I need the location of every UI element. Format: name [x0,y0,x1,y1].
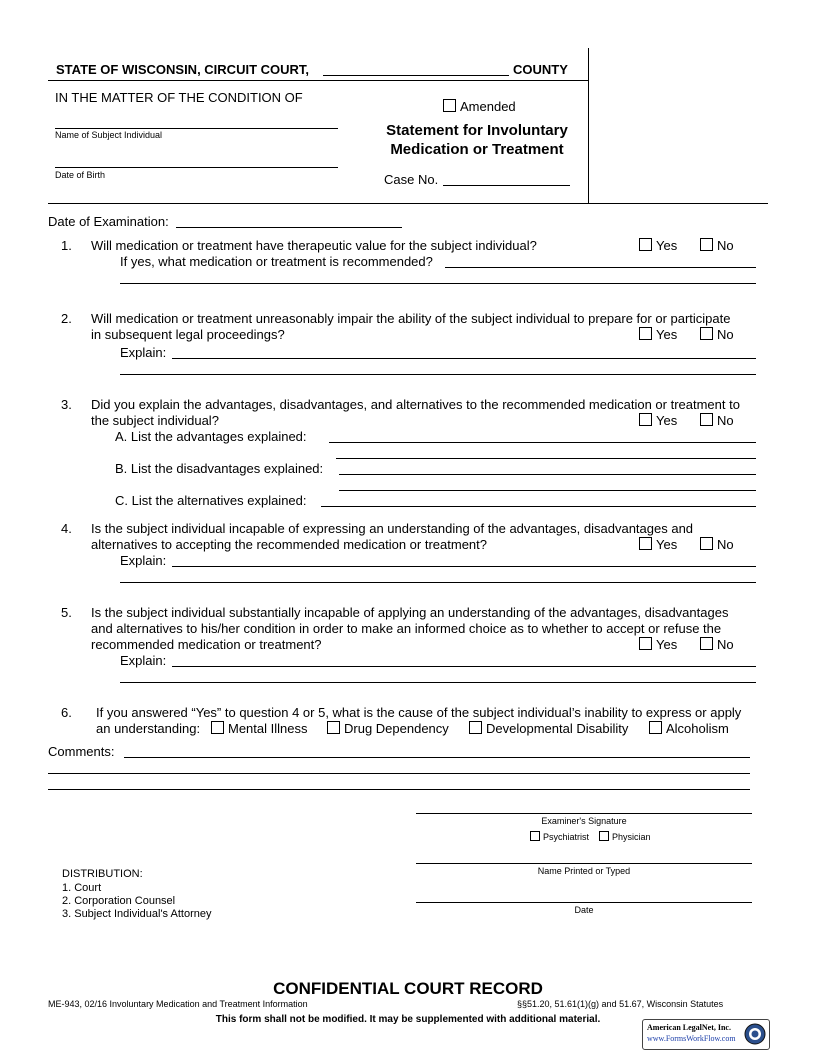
logo-company: American LegalNet, Inc. [647,1023,731,1032]
modification-notice: This form shall not be modified. It may be supplemented with additional material. [215,1014,601,1025]
psychiatrist-checkbox[interactable] [530,831,540,841]
dob-field[interactable] [55,167,338,168]
q3-text: the subject individual? [91,413,219,428]
psychiatrist-option[interactable] [530,831,589,842]
alcoholism-label: Alcoholism [666,721,729,736]
q1-no-option[interactable] [700,238,734,253]
q2-explain-label: Explain: [120,345,167,360]
county-name-field[interactable] [323,75,509,76]
exam-date-label: Date of Examination: [48,214,169,229]
alcoholism-checkbox[interactable] [649,721,662,734]
court-label: STATE OF WISCONSIN, CIRCUIT COURT, [56,62,310,77]
q1-number: 1. [61,238,72,253]
q3a-line[interactable] [329,442,756,443]
subject-name-label: Name of Subject Individual [55,130,163,140]
matter-label: IN THE MATTER OF THE CONDITION OF [55,90,303,105]
q4-no-option[interactable] [700,537,734,552]
q4-explain-line[interactable] [120,582,756,583]
q2-no-option[interactable] [700,327,734,342]
examiner-signature-line[interactable] [416,813,752,814]
case-no-label: Case No. [384,172,439,187]
form-id: ME-943, 02/16 Involuntary Medication and Treatment Information [48,999,308,1009]
amended-option[interactable] [443,99,516,114]
yes-label: Yes [656,537,678,552]
no-label: No [717,413,734,428]
alcoholism-option[interactable] [649,721,729,736]
no-label: No [717,327,734,342]
q5-yes-option[interactable] [639,637,677,652]
yes-label: Yes [656,413,678,428]
q5-no-checkbox[interactable] [700,637,713,650]
form-title-line1: Statement for Involuntary [386,122,568,139]
q5-no-option[interactable] [700,637,734,652]
q5-explain-line[interactable] [120,682,756,683]
q3b-label: B. List the disadvantages explained: [115,461,324,476]
q3-no-checkbox[interactable] [700,413,713,426]
name-printed-label: Name Printed or Typed [537,866,631,876]
amended-label: Amended [460,99,516,114]
q3-yes-checkbox[interactable] [639,413,652,426]
q2-text: Will medication or treatment unreasonably impair the ability of the subject individual to prepare for or participate [91,311,731,326]
mental-illness-label: Mental Illness [228,721,308,736]
distribution-item: 3. Subject Individual's Attorney [62,908,212,920]
q3-number: 3. [61,397,72,412]
q5-explain-line[interactable] [172,666,756,667]
q3a-line[interactable] [336,458,756,459]
confidential-heading: CONFIDENTIAL COURT RECORD [273,979,543,998]
q5-yes-checkbox[interactable] [639,637,652,650]
q5-text: and alternatives to his/her condition in order to make an informed choice as to whether to accept or refuse the [91,621,722,636]
examiner-signature-label: Examiner's Signature [541,816,627,826]
comments-label: Comments: [48,744,115,759]
mental-illness-option[interactable] [211,721,307,736]
q1-answer-line[interactable] [120,283,756,284]
distribution-item: 2. Corporation Counsel [62,895,176,907]
q2-yes-option[interactable] [639,327,677,342]
yes-label: Yes [656,637,678,652]
form-title-line2: Medication or Treatment [390,141,564,158]
date-line[interactable] [416,902,752,903]
q4-yes-checkbox[interactable] [639,537,652,550]
statutes: §§51.20, 51.61(1)(g) and 51.67, Wisconsin Statutes [517,999,724,1009]
county-label: COUNTY [513,62,568,77]
dob-label: Date of Birth [55,170,106,180]
mental-illness-checkbox[interactable] [211,721,224,734]
q5-text: Is the subject individual substantially incapable of applying an understanding of the advantages, disadvantages [91,605,729,620]
logo-url: www.FormsWorkFlow.com [647,1034,736,1043]
q4-yes-option[interactable] [639,537,677,552]
no-label: No [717,537,734,552]
developmental-disability-label: Developmental Disability [486,721,629,736]
comments-line[interactable] [48,773,750,774]
q6-number: 6. [61,705,72,720]
q2-number: 2. [61,311,72,326]
q3b-line[interactable] [339,474,756,475]
q4-no-checkbox[interactable] [700,537,713,550]
distribution-item: 1. Court [62,882,102,894]
q3c-line[interactable] [321,506,756,507]
case-no-field[interactable] [443,185,570,186]
q6-text: If you answered “Yes” to question 4 or 5, what is the cause of the subject individual’s inability to express or apply [96,705,742,720]
q6-text: an understanding: [96,721,201,736]
drug-dependency-option[interactable] [327,721,449,736]
q3-text: Did you explain the advantages, disadvantages, and alternatives to the recommended medication or treatment to [91,397,740,412]
q3c-label: C. List the alternatives explained: [115,493,307,508]
q3-yes-option[interactable] [639,413,677,428]
q1-no-checkbox[interactable] [700,238,713,251]
subject-name-field[interactable] [55,128,338,129]
q2-explain-line[interactable] [172,358,756,359]
q3-no-option[interactable] [700,413,734,428]
q3a-label: A. List the advantages explained: [115,429,307,444]
name-printed-line[interactable] [416,863,752,864]
drug-dependency-label: Drug Dependency [344,721,449,736]
q5-text: recommended medication or treatment? [91,637,322,652]
q4-text: alternatives to accepting the recommended medication or treatment? [91,537,487,552]
developmental-disability-option[interactable] [469,721,628,736]
q1-answer-line[interactable] [445,267,756,268]
q5-number: 5. [61,605,72,620]
comments-line[interactable] [124,757,750,758]
q4-explain-line[interactable] [172,566,756,567]
q1-sub-text: If yes, what medication or treatment is recommended? [120,254,433,269]
legalnet-logo [642,1019,770,1050]
physician-checkbox[interactable] [599,831,609,841]
globe-icon [743,1022,767,1046]
date-label: Date [574,905,594,915]
q2-explain-line[interactable] [120,374,756,375]
q2-no-checkbox[interactable] [700,327,713,340]
q4-number: 4. [61,521,72,536]
psychiatrist-label: Psychiatrist [543,832,590,842]
q4-explain-label: Explain: [120,553,167,568]
q1-yes-checkbox[interactable] [639,238,652,251]
distribution-title: DISTRIBUTION: [62,868,143,880]
q1-yes-option[interactable] [639,238,677,253]
physician-label: Physician [612,832,651,842]
yes-label: Yes [656,327,678,342]
no-label: No [717,238,734,253]
drug-dependency-checkbox[interactable] [327,721,340,734]
q4-text: Is the subject individual incapable of expressing an understanding of the advantages, disadvantages and [91,521,694,536]
no-label: No [717,637,734,652]
q5-explain-label: Explain: [120,653,167,668]
exam-date-field[interactable] [176,227,402,228]
comments-line[interactable] [48,789,750,790]
q1-text: Will medication or treatment have therapeutic value for the subject individual? [91,238,537,253]
q3b-line[interactable] [339,490,756,491]
q2-text: in subsequent legal proceedings? [91,327,285,342]
yes-label: Yes [656,238,678,253]
developmental-disability-checkbox[interactable] [469,721,482,734]
q2-yes-checkbox[interactable] [639,327,652,340]
physician-option[interactable] [599,831,651,842]
amended-checkbox[interactable] [443,99,456,112]
